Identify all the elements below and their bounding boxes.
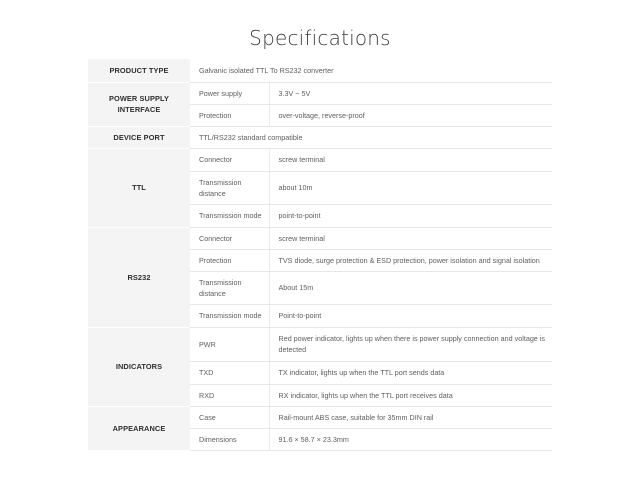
spec-value-ttl-connector: screw terminal — [269, 148, 552, 171]
spec-row-appearance-case — [88, 406, 552, 428]
spec-key-ttl-connector: Connector — [190, 148, 269, 171]
spec-key-rs232-distance: Transmission distance — [190, 271, 269, 304]
spec-key-rs232-connector: Connector — [190, 227, 269, 249]
spec-key-ttl-mode: Transmission mode — [190, 204, 269, 227]
spec-row-power-supply — [88, 82, 552, 104]
category-ttl: TTL — [88, 148, 190, 227]
spec-key-txd: TXD — [190, 361, 269, 384]
spec-row-indicator-pwr — [88, 327, 552, 361]
spec-key-rs232-mode: Transmission mode — [190, 304, 269, 327]
spec-value-rxd: RX indicator, lights up when the TTL port receives data — [269, 384, 552, 406]
spec-value-rs232-mode: Point-to-point — [269, 304, 552, 327]
category-power-supply-interface: POWER SUPPLY INTERFACE — [88, 82, 190, 126]
spec-value-device-port: TTL/RS232 standard compatible — [190, 126, 552, 148]
spec-value-rs232-connector: screw terminal — [269, 227, 552, 249]
spec-value-rs232-distance: About 15m — [269, 271, 552, 304]
spec-key-ttl-distance: Transmission distance — [190, 171, 269, 204]
spec-value-power-protection: over-voltage, reverse-proof — [269, 104, 552, 126]
spec-value-ttl-distance: about 10m — [269, 171, 552, 204]
spec-key-dimensions: Dimensions — [190, 428, 269, 450]
category-appearance: APPEARANCE — [88, 406, 190, 450]
spec-value-case: Rail-mount ABS case, suitable for 35mm DIN rail — [269, 406, 552, 428]
category-rs232: RS232 — [88, 227, 190, 327]
category-device-port: DEVICE PORT — [88, 126, 190, 148]
spec-key-power-supply: Power supply — [190, 82, 269, 104]
spec-row-device-port — [88, 126, 552, 148]
spec-value-dimensions: 91.6 × 58.7 × 23.3mm — [269, 428, 552, 450]
spec-key-pwr: PWR — [190, 327, 269, 361]
spec-key-rs232-protection: Protection — [190, 249, 269, 271]
spec-row-product-type — [88, 59, 552, 82]
spec-value-ttl-mode: point-to-point — [269, 204, 552, 227]
spec-value-rs232-protection: TVS diode, surge protection & ESD protection, power isolation and signal isolation — [269, 249, 552, 271]
spec-value-product-type: Galvanic isolated TTL To RS232 converter — [190, 59, 552, 82]
specifications-table — [88, 59, 552, 451]
spec-key-power-protection: Protection — [190, 104, 269, 126]
spec-row-rs232-connector — [88, 227, 552, 249]
category-product-type: PRODUCT TYPE — [88, 59, 190, 82]
spec-key-rxd: RXD — [190, 384, 269, 406]
spec-key-case: Case — [190, 406, 269, 428]
spec-value-power-supply: 3.3V ~ 5V — [269, 82, 552, 104]
spec-value-txd: TX indicator, lights up when the TTL port sends data — [269, 361, 552, 384]
page-title: Specifications — [249, 26, 391, 50]
spec-value-pwr: Red power indicator, lights up when there is power supply connection and voltage is detected — [269, 327, 552, 361]
category-indicators: INDICATORS — [88, 327, 190, 406]
spec-row-ttl-connector — [88, 148, 552, 171]
